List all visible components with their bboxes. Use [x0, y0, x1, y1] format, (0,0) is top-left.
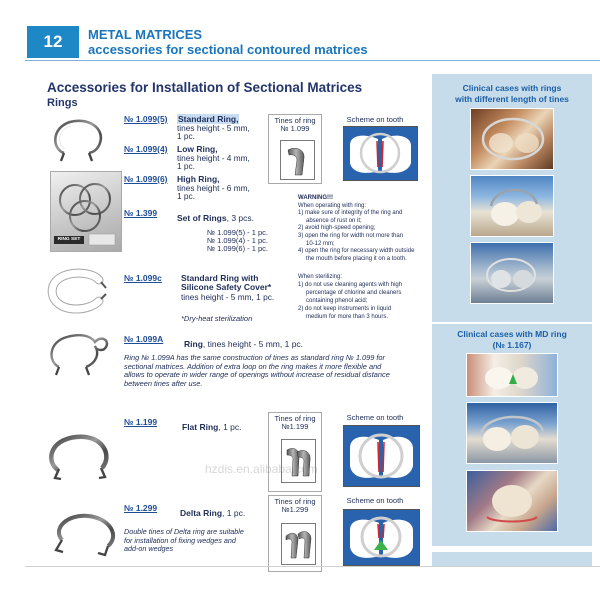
description-line: for installation of fixing wedges and [124, 535, 236, 545]
section-title: Accessories for Installation of Sectional Matrices [47, 80, 363, 95]
product-code-1399: № 1.399 [124, 208, 158, 218]
warning-line: 10-12 mm; [306, 240, 335, 247]
sidebar-title-line: Clinical cases with rings [462, 83, 562, 93]
description-line: Ring № 1.099A has the same construction of tines as standard ring № 1.099 for [124, 353, 385, 362]
warning-operating [298, 195, 414, 263]
sterilizing-line: 1) do not use cleaning agents with high [298, 282, 403, 288]
product-spec-low-height: tines height - 4 mm, [177, 153, 250, 163]
description-line: allows to operate in wider range of openings without increase of residual distance [124, 370, 390, 380]
tines-image-1299 [281, 523, 316, 565]
tines-image-1199 [281, 439, 316, 483]
warning-sterilizing [298, 273, 402, 321]
tines-code: №1.299 [281, 505, 309, 514]
scheme-label: Scheme on tooth [346, 115, 404, 124]
warning-line: When operating with ring: [298, 202, 367, 209]
loop-spec: , tines height - 5 mm, 1 pc. [202, 339, 304, 349]
clinical-photo-rings-3 [470, 242, 554, 304]
sidebar-title-line: (№ 1.167) [492, 340, 532, 350]
product-code-1199: № 1.199 [124, 417, 158, 427]
tines-label: Tines of ring [274, 497, 316, 506]
product-spec-silicone: tines height - 5 mm, 1 pc. [181, 292, 275, 302]
header-divider [25, 60, 600, 61]
tines-label: Tines of ring [274, 116, 316, 125]
sterilizing-line: medium for more than 3 hours. [306, 314, 389, 320]
loop-ring-description [124, 354, 390, 388]
description-line: add-on wedges [124, 544, 174, 554]
product-name-flat-ring [182, 417, 242, 435]
clinical-photo-md-2 [466, 402, 558, 464]
product-name-silicone-line2: Silicone Safety Cover* [181, 282, 272, 292]
scheme-figure-1299 [330, 495, 420, 570]
tines-figure-label [269, 117, 321, 133]
tines-figure-1299 [268, 495, 322, 572]
silicone-footnote: *Dry-heat sterilization [181, 314, 253, 323]
clinical-photo-rings-2 [470, 175, 554, 237]
tines-code: №1.199 [281, 422, 309, 431]
delta-qty: , 1 pc. [222, 508, 246, 518]
loop-ring-image [45, 330, 113, 376]
warning-line: 4) open the ring for necessary width outside [298, 248, 415, 255]
product-code-1099-5: № 1.099(5) [124, 114, 168, 124]
tines-label: Tines of ring [274, 414, 316, 423]
scheme-label: Scheme on tooth [346, 413, 404, 422]
page-number: 12 [27, 26, 79, 58]
watermark: hzdis.en.alibaba.com [205, 462, 318, 476]
tines-image-1099 [280, 140, 315, 180]
set-name: Set of Rings [177, 213, 227, 223]
flat-ring-image [45, 430, 117, 482]
description-line: sectional matrices. Addition of extra loop on the ring makes it more flexible and [124, 361, 382, 371]
tines-figure-label [269, 498, 321, 514]
warning-line: 3) open the ring for width not more than [298, 232, 404, 239]
tines-figure-1099 [268, 114, 322, 184]
set-qty: , 3 pcs. [226, 213, 254, 223]
scheme-image-1199 [343, 425, 420, 487]
product-name-high-ring: High Ring, [177, 174, 220, 184]
product-code-1099-6: № 1.099(6) [124, 174, 168, 184]
tines-figure-label [269, 415, 321, 431]
product-code-1099a: № 1.099A [124, 334, 164, 344]
flat-qty: , 1 pc. [218, 422, 242, 432]
silicone-ring-image [45, 268, 111, 314]
flat-name: Flat Ring [182, 422, 219, 432]
delta-ring-description [124, 528, 244, 554]
product-name-delta-ring [180, 503, 245, 521]
scheme-figure-1199 [330, 412, 420, 490]
product-name-silicone-line1: Standard Ring with [181, 273, 259, 283]
page-bottom-rule [25, 566, 600, 567]
sterilizing-heading: When sterilizing: [298, 274, 343, 280]
product-spec-high-qty: 1 pc. [177, 191, 195, 201]
standard-ring-image [48, 116, 108, 162]
sidebar-title-line: with different length of tines [455, 94, 569, 104]
scheme-image-1299 [343, 509, 420, 566]
warning-line: 2) avoid high-speed opening; [298, 225, 376, 232]
set-content-item: № 1.099(5) - 1 pc. [207, 228, 268, 237]
scheme-figure-1099 [330, 114, 420, 182]
sterilizing-line: containing phenol acid; [306, 298, 368, 304]
product-code-1099-4: № 1.099(4) [124, 144, 168, 154]
sidebar-title-md-ring [432, 329, 592, 351]
sidebar-title-line: Clinical cases with MD ring [457, 329, 567, 339]
section-subtitle: Rings [47, 97, 78, 109]
sidebar-title-rings [432, 83, 592, 105]
delta-ring-image [50, 508, 122, 558]
clinical-photo-rings-1 [470, 108, 554, 170]
warning-heading: WARNING!!! [298, 195, 333, 201]
chapter-subtitle: accessories for sectional contoured matrices [88, 42, 368, 57]
warning-line: the mouth before placing it on a tooth. [306, 255, 407, 262]
tines-figure-1199 [268, 412, 322, 492]
ring-set-package-label: RING SET [54, 236, 84, 244]
sterilizing-line: 2) do not keep instruments in liquid [298, 306, 392, 312]
product-spec-high-height: tines height - 6 mm, [177, 183, 250, 193]
description-line: between tines after use. [124, 378, 203, 388]
product-spec-standard-qty: 1 pc. [177, 131, 195, 141]
scheme-image-1099 [343, 126, 418, 181]
delta-name: Delta Ring [180, 508, 223, 518]
sidebar-next-section [432, 552, 592, 566]
sterilizing-line: percentage of chlorine and cleaners [306, 290, 402, 296]
scheme-label: Scheme on tooth [346, 496, 404, 505]
warning-line: 1) make sure of integrity of the ring and [298, 210, 403, 217]
product-name-loop-ring [184, 334, 303, 352]
description-line: Double tines of Delta ring are suitable [124, 527, 244, 536]
chapter-title: METAL MATRICES [88, 27, 203, 42]
product-name-low-ring: Low Ring, [177, 144, 218, 154]
loop-name: Ring [184, 339, 203, 349]
product-spec-standard-height: tines height - 5 mm, [177, 123, 250, 133]
tines-code: № 1.099 [280, 124, 310, 133]
product-name-set-of-rings [177, 208, 254, 226]
product-code-1099c: № 1.099c [124, 273, 162, 283]
clinical-photo-md-3 [466, 470, 558, 532]
warning-line: absence of rust on it; [306, 217, 362, 224]
set-content-item: № 1.099(6) - 1 pc. [207, 244, 268, 253]
product-name-standard-ring-text: Standard Ring, [178, 114, 239, 124]
clinical-photo-md-1 [466, 353, 558, 397]
product-code-1299: № 1.299 [124, 503, 158, 513]
product-spec-low-qty: 1 pc. [177, 161, 195, 171]
set-content-item: № 1.099(4) - 1 pc. [207, 236, 268, 245]
